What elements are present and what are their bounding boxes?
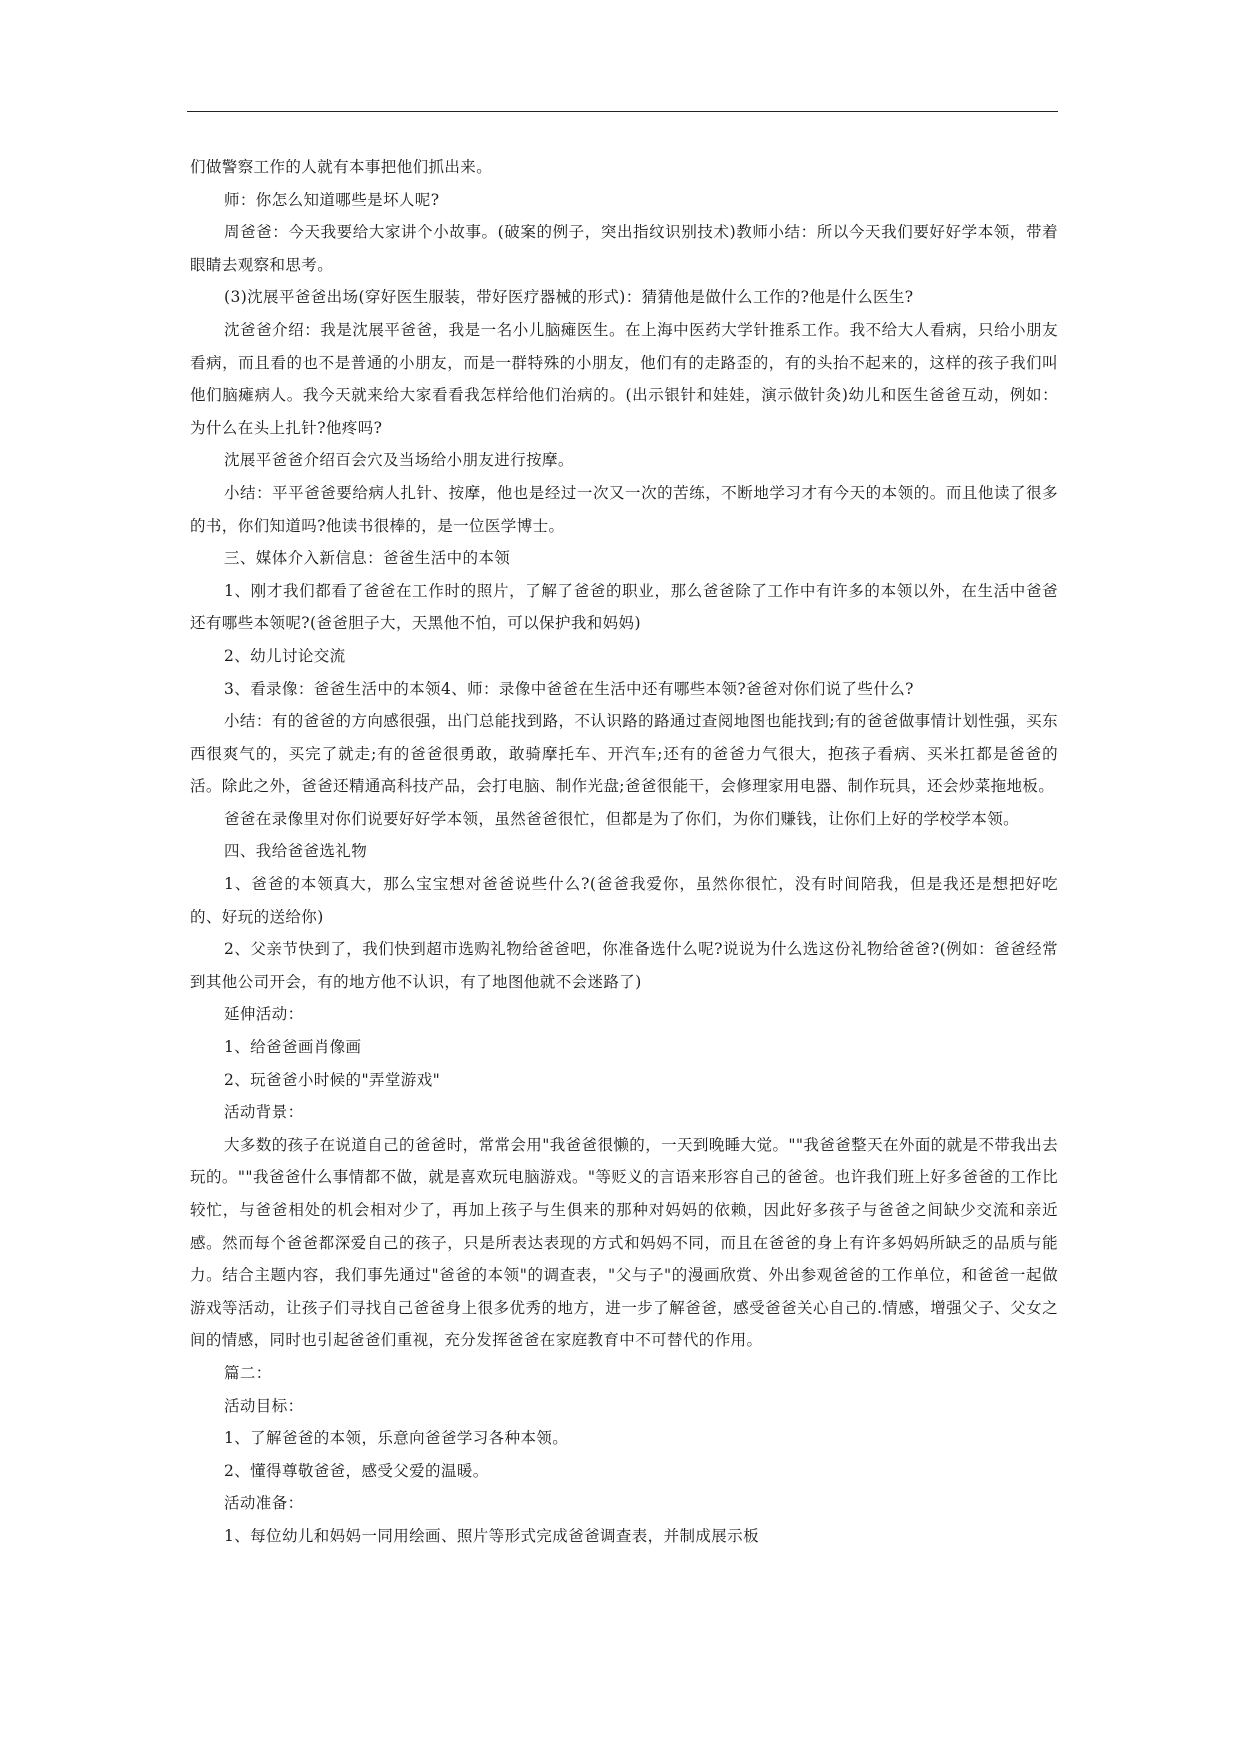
paragraph: 1、给爸爸画肖像画 (224, 1038, 362, 1057)
paragraph: 四、我给爸爸选礼物 (224, 842, 368, 861)
header-rule (187, 111, 1058, 112)
paragraph: 1、每位幼儿和妈妈一同用绘画、照片等形式完成爸爸调查表，并制成展示板 (224, 1526, 759, 1545)
paragraph: 1、了解爸爸的本领，乐意向爸爸学习各种本领。 (224, 1429, 569, 1448)
paragraph: 活动背景： (224, 1103, 304, 1122)
paragraph: 们做警察工作的人就有本事把他们抓出来。 (190, 158, 493, 176)
paragraph: 2、懂得尊敬爸爸，感受父爱的温暖。 (224, 1461, 489, 1480)
paragraph: 爸爸在录像里对你们说要好好学本领，虽然爸爸很忙，但都是为了你们，为你们赚钱，让你们上好的学校学本领。 (224, 809, 1020, 828)
paragraph: 小结：平平爸爸要给病人扎针、按摩，他也是经过一次又一次的苦练，不断地学习才有今天的本领的。而且他读了很多的书，你们知道吗?他读书很棒的，是一位医学博士。 (190, 483, 1058, 535)
paragraph: 小结：有的爸爸的方向感很强，出门总能找到路，不认识路的路通过查阅地图也能找到;有的爸爸做事情计划性强，买东西很爽气的，买完了就走;有的爸爸很勇敢，敢骑摩托车、开汽车;还有的爸爸力气很大，抱孩子看病、买米扛都是爸爸的活。除此之外，爸爸还精通高科技产品，会打电脑、制作光盘;爸爸很能干，会修理家用电器、制作玩具，还会炒菜拖地板。 (190, 712, 1058, 796)
document-body (190, 151, 1058, 1553)
paragraph: 活动准备： (224, 1494, 304, 1513)
paragraph: 周爸爸：今天我要给大家讲个小故事。(破案的例子，突出指纹识别技术)教师小结：所以今天我们要好好学本领，带着眼睛去观察和思考。 (190, 223, 1058, 274)
paragraph: 沈爸爸介绍：我是沈展平爸爸，我是一名小儿脑瘫医生。在上海中医药大学针推系工作。我不给大人看病，只给小朋友看病，而且看的也不是普通的小朋友，而是一群特殊的小朋友，他们有的走路歪的，有的头抬不起来的，这样的孩子我们叫他们脑瘫病人。我今天就来给大家看看我怎样给他们治病的。(出示银针和娃娃，演示做针灸)幼儿和医生爸爸互动，例如：为什么在头上扎针?他疼吗? (190, 320, 1058, 437)
paragraph: 2、父亲节快到了，我们快到超市选购礼物给爸爸吧，你准备选什么呢?说说为什么选这份礼物给爸爸?(例如：爸爸经常到其他公司开会，有的地方他不认识，有了地图他就不会迷路了) (190, 940, 1058, 991)
paragraph: 活动目标： (224, 1396, 304, 1415)
paragraph: 1、刚才我们都看了爸爸在工作时的照片，了解了爸爸的职业，那么爸爸除了工作中有许多的本领以外，在生活中爸爸还有哪些本领呢?(爸爸胆子大，天黑他不怕，可以保护我和妈妈) (190, 581, 1058, 633)
paragraph: 师：你怎么知道哪些是坏人呢? (224, 190, 440, 209)
paragraph: 篇二： (224, 1363, 272, 1382)
paragraph: 3、看录像：爸爸生活中的本领4、师：录像中爸爸在生活中还有哪些本领?爸爸对你们说了些什么? (224, 679, 914, 698)
paragraph: 大多数的孩子在说道自己的爸爸时，常常会用"我爸爸很懒的，一天到晚睡大觉。""我爸爸整天在外面的就是不带我出去玩的。""我爸爸什么事情都不做，就是喜欢玩电脑游戏。"等贬义的言语来形容自己的爸爸。也许我们班上好多爸爸的工作比较忙，与爸爸相处的机会相对少了，再加上孩子与生俱来的那种对妈妈的依赖，因此好多孩子与爸爸之间缺少交流和亲近感。然而每个爸爸都深爱自己的孩子，只是所表达表现的方式和妈妈不同，而且在爸爸的身上有许多妈妈所缺乏的品质与能力。结合主题内容，我们事先通过"爸爸的本领"的调查表，"父与子"的漫画欣赏、外出参观爸爸的工作单位，和爸爸一起做游戏等活动，让孩子们寻找自己爸爸身上很多优秀的地方，进一步了解爸爸，感受爸爸关心自己的.情感，增强父子、父女之间的情感，同时也引起爸爸们重视，充分发挥爸爸在家庭教育中不可替代的作用。 (190, 1135, 1058, 1350)
paragraph: 2、幼儿讨论交流 (224, 646, 346, 665)
paragraph: 延伸活动： (224, 1005, 304, 1024)
paragraph: 1、爸爸的本领真大，那么宝宝想对爸爸说些什么?(爸爸我爱你，虽然你很忙，没有时间陪我，但是我还是想把好吃的、好玩的送给你) (190, 875, 1058, 926)
paragraph: 三、媒体介入新信息：爸爸生活中的本领 (224, 549, 511, 568)
paragraph: 2、玩爸爸小时候的"弄堂游戏" (224, 1070, 441, 1089)
paragraph: (3)沈展平爸爸出场(穿好医生服装，带好医疗器械的形式)：猜猜他是做什么工作的?他是什么医生? (224, 288, 914, 307)
paragraph: 沈展平爸爸介绍百会穴及当场给小朋友进行按摩。 (224, 451, 574, 470)
